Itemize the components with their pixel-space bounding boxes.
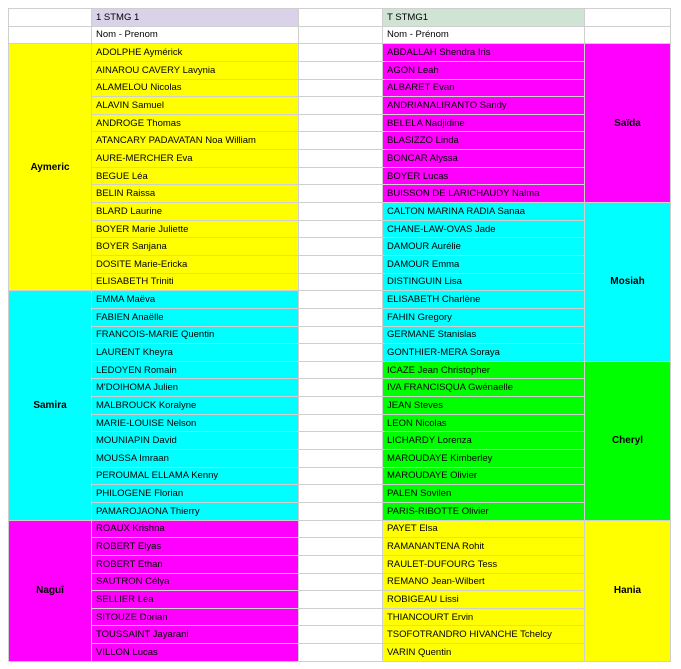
empty-cell[interactable] bbox=[299, 432, 383, 450]
empty-cell[interactable] bbox=[9, 26, 92, 44]
empty-cell[interactable] bbox=[299, 538, 383, 556]
student-name-cell[interactable]: ANDROGE Thomas bbox=[92, 114, 299, 132]
student-name-cell[interactable]: FABIEN Anaëlle bbox=[92, 308, 299, 326]
spreadsheet-grid bbox=[8, 8, 671, 662]
student-name-cell[interactable]: ELISABETH Charlène bbox=[383, 291, 585, 309]
student-name-cell[interactable]: ALAVIN Samuel bbox=[92, 97, 299, 115]
student-name-cell[interactable]: SAUTRON Célya bbox=[92, 573, 299, 591]
empty-cell[interactable] bbox=[299, 238, 383, 256]
empty-cell[interactable] bbox=[299, 502, 383, 520]
student-name-cell[interactable]: ADOLPHE Aymérick bbox=[92, 44, 299, 62]
empty-cell[interactable] bbox=[299, 97, 383, 115]
empty-cell[interactable] bbox=[299, 591, 383, 609]
student-name-cell[interactable]: LEDOYEN Romain bbox=[92, 361, 299, 379]
student-name-cell[interactable]: RAULET-DUFOURG Tess bbox=[383, 555, 585, 573]
empty-cell[interactable] bbox=[299, 255, 383, 273]
empty-cell[interactable] bbox=[299, 573, 383, 591]
student-name-cell[interactable]: M'DOIHOMA Julien bbox=[92, 379, 299, 397]
student-name-cell[interactable]: PAYET Elsa bbox=[383, 520, 585, 538]
empty-cell[interactable] bbox=[299, 344, 383, 362]
student-name-cell[interactable]: ELISABETH Triniti bbox=[92, 273, 299, 291]
student-name-cell[interactable]: ALAMELOU Nicolas bbox=[92, 79, 299, 97]
student-name-cell[interactable]: ROBERT Elyas bbox=[92, 538, 299, 556]
student-name-cell[interactable]: ALBARET Evan bbox=[383, 79, 585, 97]
student-name-cell[interactable]: ICAZE Jean Christopher bbox=[383, 361, 585, 379]
student-name-cell[interactable]: AGON Leah bbox=[383, 61, 585, 79]
student-name-cell[interactable]: DISTINGUIN Lisa bbox=[383, 273, 585, 291]
empty-cell[interactable] bbox=[299, 203, 383, 221]
empty-cell[interactable] bbox=[299, 485, 383, 503]
empty-cell[interactable] bbox=[299, 450, 383, 468]
student-name-cell[interactable]: TOUSSAINT Jayarani bbox=[92, 626, 299, 644]
student-name-cell[interactable]: CHANE-LAW-OVAS Jade bbox=[383, 220, 585, 238]
empty-cell[interactable] bbox=[299, 379, 383, 397]
student-name-cell[interactable]: EMMA Maëva bbox=[92, 291, 299, 309]
empty-cell[interactable] bbox=[299, 414, 383, 432]
empty-cell[interactable] bbox=[299, 644, 383, 662]
student-name-cell[interactable]: MARIE-LOUISE Nelson bbox=[92, 414, 299, 432]
student-name-cell[interactable]: ROBIGEAU Lissi bbox=[383, 591, 585, 609]
empty-cell[interactable] bbox=[299, 9, 383, 27]
student-name-cell[interactable]: AURE-MERCHER Eva bbox=[92, 150, 299, 168]
tutor-group-label[interactable]: Hania bbox=[585, 520, 671, 661]
student-name-cell[interactable]: VARIN Quentin bbox=[383, 644, 585, 662]
empty-cell[interactable] bbox=[299, 555, 383, 573]
student-name-cell[interactable]: PALEN Sovilen bbox=[383, 485, 585, 503]
student-name-cell[interactable]: BELELA Nadjidine bbox=[383, 114, 585, 132]
student-name-cell[interactable]: SITOUZE Dorian bbox=[92, 608, 299, 626]
student-name-cell[interactable]: ABDALLAH Shendra Iris bbox=[383, 44, 585, 62]
student-name-cell[interactable]: DAMOUR Emma bbox=[383, 255, 585, 273]
student-name-cell[interactable]: AINAROU CAVERY Lavynia bbox=[92, 61, 299, 79]
empty-cell[interactable] bbox=[299, 26, 383, 44]
student-name-cell[interactable]: BOYER Lucas bbox=[383, 167, 585, 185]
student-name-cell[interactable]: PHILOGENE Florian bbox=[92, 485, 299, 503]
empty-cell[interactable] bbox=[299, 467, 383, 485]
student-name-cell[interactable]: JEAN Steves bbox=[383, 397, 585, 415]
student-name-cell[interactable]: LICHARDY Lorenza bbox=[383, 432, 585, 450]
student-name-cell[interactable]: GONTHIER-MERA Soraya bbox=[383, 344, 585, 362]
student-name-cell[interactable]: MOUSSA Imraan bbox=[92, 450, 299, 468]
empty-cell[interactable] bbox=[299, 132, 383, 150]
student-name-cell[interactable]: ATANCARY PADAVATAN Noa William bbox=[92, 132, 299, 150]
student-name-cell[interactable]: FRANCOIS-MARIE Quentin bbox=[92, 326, 299, 344]
student-name-cell[interactable]: PAMAROJAONA Thierry bbox=[92, 502, 299, 520]
right-class-title[interactable]: T STMG1 bbox=[383, 9, 585, 27]
empty-cell[interactable] bbox=[299, 520, 383, 538]
student-name-cell[interactable]: BELIN Raissa bbox=[92, 185, 299, 203]
empty-cell[interactable] bbox=[299, 608, 383, 626]
student-name-cell[interactable]: REMANO Jean-Wilbert bbox=[383, 573, 585, 591]
student-name-cell[interactable]: BUISSON DE LARICHAUDY Nalma bbox=[383, 185, 585, 203]
student-name-cell[interactable]: ROAUX Krishna bbox=[92, 520, 299, 538]
empty-cell[interactable] bbox=[299, 61, 383, 79]
student-name-cell[interactable]: BLARD Laurine bbox=[92, 203, 299, 221]
student-name-cell[interactable]: MAROUDAYE Kimberley bbox=[383, 450, 585, 468]
student-name-cell[interactable]: LAURENT Kheyra bbox=[92, 344, 299, 362]
empty-cell[interactable] bbox=[9, 9, 92, 27]
student-name-cell[interactable]: SELLIER Léa bbox=[92, 591, 299, 609]
empty-cell[interactable] bbox=[299, 150, 383, 168]
tutor-group-label[interactable]: Samira bbox=[9, 291, 92, 520]
student-name-cell[interactable]: IVA FRANCISQUA Gwénaelle bbox=[383, 379, 585, 397]
student-name-cell[interactable]: MALBROUCK Koralyne bbox=[92, 397, 299, 415]
tutor-group-label[interactable]: Cheryl bbox=[585, 361, 671, 520]
student-name-cell[interactable]: PEROUMAL ELLAMA Kenny bbox=[92, 467, 299, 485]
left-class-title[interactable]: 1 STMG 1 bbox=[92, 9, 299, 27]
left-column-subheader[interactable]: Nom - Prenom bbox=[92, 26, 299, 44]
student-name-cell[interactable]: DAMOUR Aurélie bbox=[383, 238, 585, 256]
empty-cell[interactable] bbox=[299, 79, 383, 97]
student-name-cell[interactable]: BOYER Marie Juliette bbox=[92, 220, 299, 238]
student-name-cell[interactable]: BLASIZZO Linda bbox=[383, 132, 585, 150]
empty-cell[interactable] bbox=[299, 185, 383, 203]
student-name-cell[interactable]: BOYER Sanjana bbox=[92, 238, 299, 256]
empty-cell[interactable] bbox=[299, 273, 383, 291]
student-name-cell[interactable]: CALTON MARINA RADIA Sanaa bbox=[383, 203, 585, 221]
student-name-cell[interactable]: BONCAR Alyssa bbox=[383, 150, 585, 168]
empty-cell[interactable] bbox=[299, 326, 383, 344]
student-name-cell[interactable]: DOSITE Marie-Ericka bbox=[92, 255, 299, 273]
empty-cell[interactable] bbox=[299, 626, 383, 644]
empty-cell[interactable] bbox=[585, 26, 671, 44]
right-column-subheader[interactable]: Nom - Prénom bbox=[383, 26, 585, 44]
student-name-cell[interactable]: MAROUDAYE Olivier bbox=[383, 467, 585, 485]
empty-cell[interactable] bbox=[299, 44, 383, 62]
empty-cell[interactable] bbox=[299, 308, 383, 326]
student-name-cell[interactable]: PARIS-RIBOTTE Olivier bbox=[383, 502, 585, 520]
student-name-cell[interactable]: GERMANE Stanislas bbox=[383, 326, 585, 344]
student-name-cell[interactable]: VILLON Lucas bbox=[92, 644, 299, 662]
tutor-group-label[interactable]: Naguî bbox=[9, 520, 92, 661]
student-name-cell[interactable]: LEON Nicolas bbox=[383, 414, 585, 432]
empty-cell[interactable] bbox=[299, 167, 383, 185]
empty-cell[interactable] bbox=[299, 397, 383, 415]
empty-cell[interactable] bbox=[299, 114, 383, 132]
tutor-group-label[interactable]: Saïda bbox=[585, 44, 671, 203]
student-name-cell[interactable]: TSOFOTRANDRO HIVANCHE Tchelcy bbox=[383, 626, 585, 644]
student-name-cell[interactable]: RAMANANTENA Rohit bbox=[383, 538, 585, 556]
student-name-cell[interactable]: BEGUE Léa bbox=[92, 167, 299, 185]
tutor-group-label[interactable]: Mosiah bbox=[585, 203, 671, 362]
student-name-cell[interactable]: MOUNIAPIN David bbox=[92, 432, 299, 450]
student-name-cell[interactable]: FAHIN Gregory bbox=[383, 308, 585, 326]
empty-cell[interactable] bbox=[299, 291, 383, 309]
student-name-cell[interactable]: ANDRIANALIRANTO Sandy bbox=[383, 97, 585, 115]
tutor-group-label[interactable]: Aymeric bbox=[9, 44, 92, 291]
empty-cell[interactable] bbox=[299, 361, 383, 379]
empty-cell[interactable] bbox=[299, 220, 383, 238]
student-name-cell[interactable]: ROBERT Ethan bbox=[92, 555, 299, 573]
student-name-cell[interactable]: THIANCOURT Ervin bbox=[383, 608, 585, 626]
empty-cell[interactable] bbox=[585, 9, 671, 27]
